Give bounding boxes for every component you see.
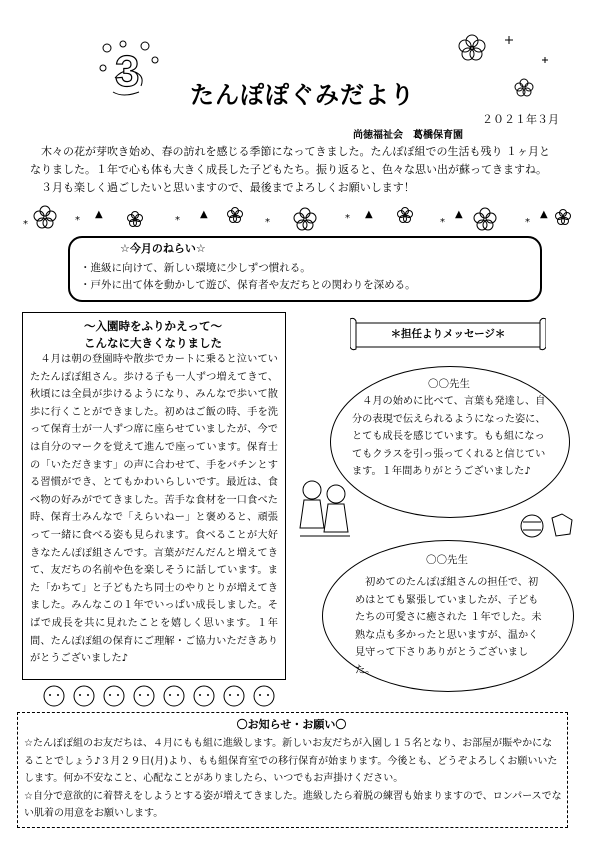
children-faces-decoration [40,681,290,709]
svg-text:▲: ▲ [455,209,463,220]
children-illustration [292,476,362,542]
svg-text:*: * [345,213,350,224]
aims-item: ・進級に向けて、新しい環境に少しずつ慣れる。 [80,262,311,274]
svg-text:*: * [175,215,180,226]
teacher-1-name: 〇〇先生 [428,378,470,390]
svg-text:▲: ▲ [200,209,208,220]
teacher-2-name: 〇〇先生 [426,554,468,566]
lookback-title-line2: こんなに大きくなりました [84,336,222,350]
flower-garland-divider [15,203,585,235]
notice-item: ☆自分で意欲的に着替えをしようとする姿が増えてきました。進級したら着脱の練習も始まりますので、ロンパースでない肌着の用意をお願いします。 [24,790,562,819]
svg-text:▲: ▲ [365,209,373,220]
notice-item: ☆たんぽぽ組のお友だちは、４月にもも組に進級します。新しいお友だちが入園し１５名となり、お部屋が賑やかになることでしょう♪３月２９日(月)より、もも組保育室での移行保育が始まります。今後とも、どうぞよろしくお願いいたします。何か不安なこと、心配なことがありましたら、いつでもお声掛けください。 [24,738,558,784]
intro-line: 木々の花が芽吹き始め、春の訪れを感じる季節になってきました。たんぽぽ組での生活も残り １ヶ月と [30,145,551,158]
intro-line: ３月も楽しく過ごしたいと思いますので、最後までよろしくお願いします！ [30,181,415,194]
monthly-aims-title: ☆今月のねらい☆ [120,242,206,255]
month-number: 3 [115,47,140,96]
lookback-title [22,318,284,352]
newsletter-title: たんぽぽぐみだより [190,81,415,109]
intro-line: なりました。１年で心も体も大きく成長した子どもたち。振り返ると、色々な思い出が蘇ってきますね。 [30,163,547,176]
teacher-2-message: 初めてのたんぽぽ組さんの担任で、初めはとても緊張していましたが、子どもたちの可愛さに癒された １年でした。未熟な点も多かったと思いますが、温かく見守って下さりありがとうございました。 [355,577,542,676]
svg-text:▲: ▲ [95,209,103,220]
intro-text [30,143,570,197]
flower-icons-top-right [450,30,560,100]
month-three-badge [95,38,165,100]
message-banner-label: ＊担任よりメッセージ＊ [390,328,506,340]
notice-title: 〇お知らせ・お願い〇 [236,718,347,731]
svg-text:*: * [75,215,80,226]
svg-text:*: * [440,217,445,228]
svg-text:*: * [265,217,270,228]
lookback-body: ４月は朝の登園時や散歩でカートに乗ると泣いていたたんぽぽ組さん。歩ける子も一人ずつ増えてきて、秋頃には全員が歩けるようになり、みんなで歩いて散歩に行くことができました。初めはご飯の時、手を洗って保育士が一人ずつ席に座らせていましたが、今では自分のマークを覚えて進んで座っています。保育士の「いただきます」の声に合わせて、手をパチンとする習慣ができ、とてもかわいらしいです。最近は、食べ物の好みがでてきました。苦手な食材を一口食べた時、保育士みんなで「えらいねー」と褒めると、頑張って一緒に食べる姿も見られます。食べることが大好きなたんぽぽ組さんです。言葉がだんだんと増えてきて、友だちの名前や色を楽しそうに話しています。また「かちて」と子どもたち同士のやりとりが増えてきました。みんなこの１年でいっぱい成長しました。そばで成長を共に見れたことを嬉しく思います。１年間、たんぽぽ組の保育にご理解・ご協力いただきありがとうございました♪ [30,354,278,665]
issue-date: ２０２１年３月 [482,113,559,126]
teacher-1-message: ４月の始めに比べて、言葉も発達し、自分の表現で伝えられるようになった姿に、とても成長を感じています。もも組になってもクラスを引っ張ってくれると信じています。１年間ありがとうございました♪ [352,396,546,478]
svg-text:*: * [525,217,530,228]
lookback-title-line1: ～入園時をふりかえって～ [84,319,222,333]
svg-text:▲: ▲ [540,209,548,220]
organization-name: 尚徳福祉会 葛橋保育園 [353,130,463,141]
toys-illustration [518,510,578,542]
notice-body [24,735,562,823]
svg-text:*: * [23,219,28,230]
aims-item: ・戸外に出て体を動かして遊び、保育者や友だちとの関わりを深める。 [80,279,416,291]
